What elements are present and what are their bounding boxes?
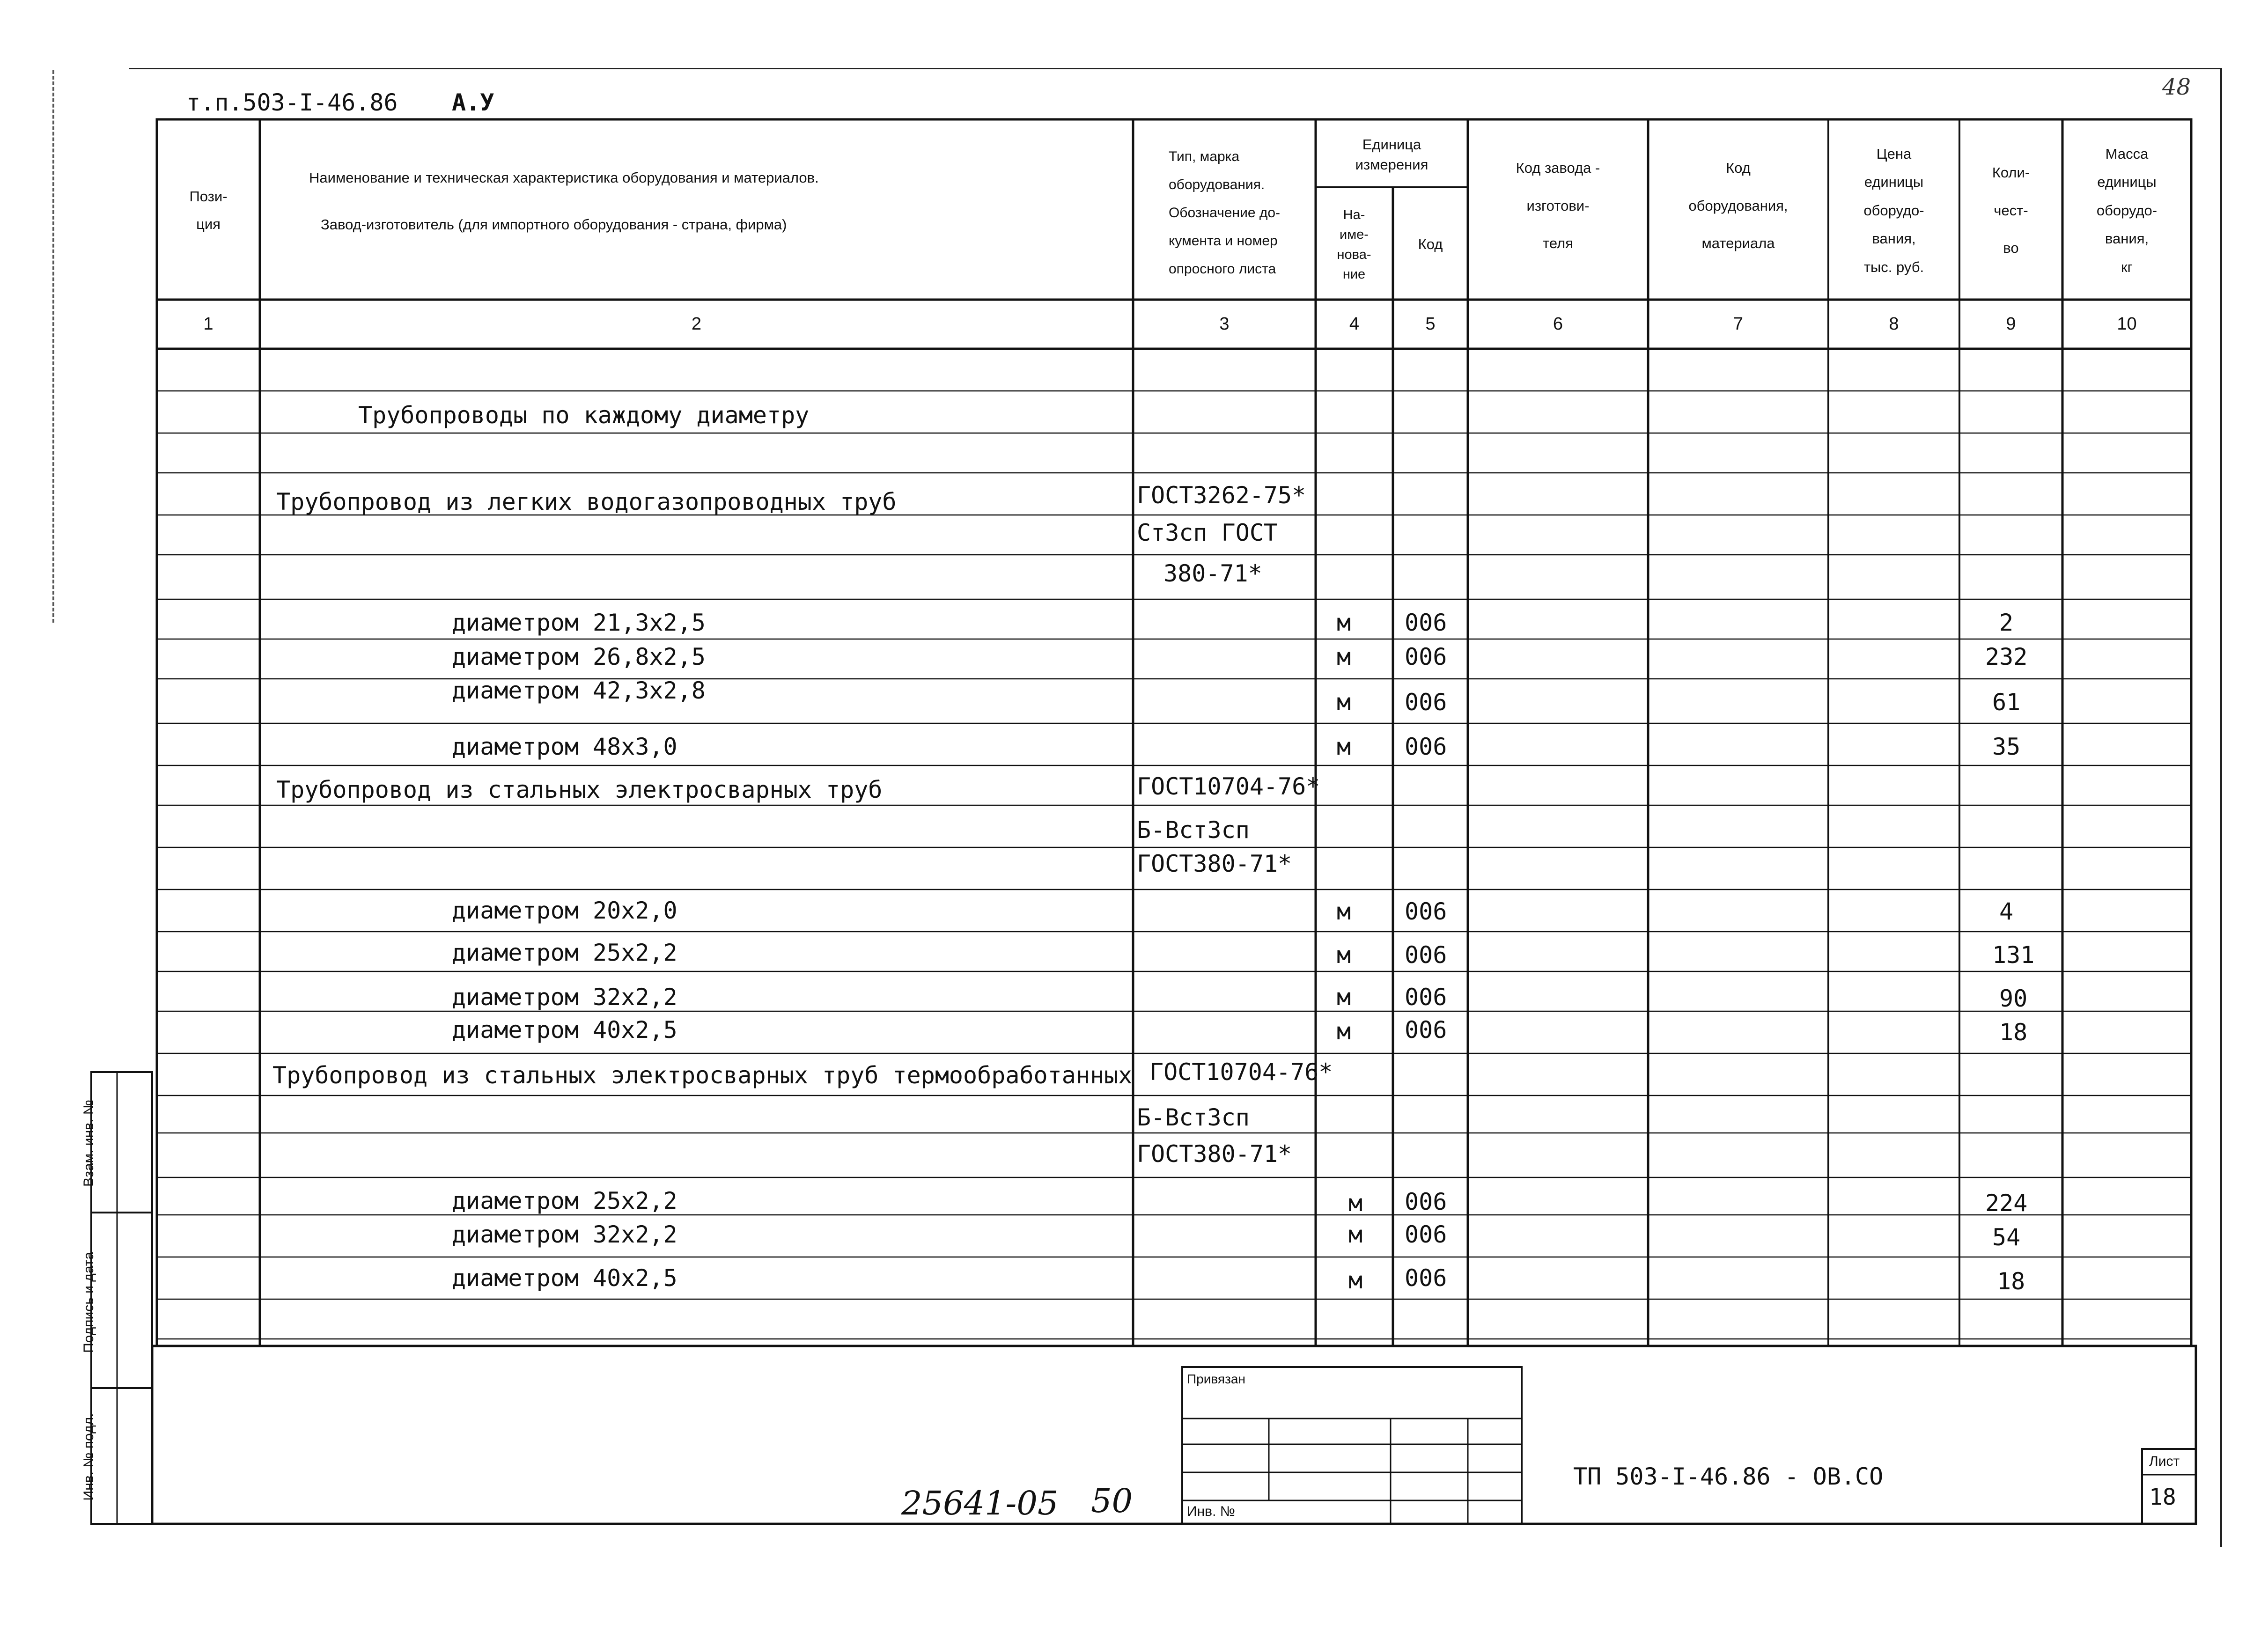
- table-row-qty: 4: [1999, 898, 2014, 925]
- table-row-unit: м: [1337, 984, 1351, 1011]
- table-row-doc: Б-ВстЗсп: [1137, 816, 1250, 844]
- table-row-name: диаметром 48х3,0: [452, 733, 677, 760]
- table-row-name: диаметром 20х2,0: [452, 897, 677, 924]
- handwritten-page: 50: [1091, 1482, 1133, 1520]
- header-mass: Масса единицы оборудо- вания, кг: [2096, 145, 2158, 275]
- header-quantity: Коли- чест- во: [1992, 164, 2030, 257]
- table-row-unit: м: [1348, 1221, 1363, 1248]
- table-row-name: диаметром 42,3х2,8: [452, 677, 706, 704]
- table-row-qty: 61: [1992, 689, 2021, 716]
- header-unit: Единица измерения: [1355, 136, 1429, 173]
- side-stamp-replacement-inv: Взам. инв. №: [81, 1100, 96, 1187]
- stamp-privyazan: Привязан: [1187, 1372, 1245, 1386]
- table-row-unit: м: [1348, 1190, 1363, 1217]
- col-number-3: 3: [1219, 314, 1230, 334]
- col-number-7: 7: [1733, 314, 1744, 334]
- table-row-qty: 131: [1992, 941, 2035, 969]
- sheet-mark: 48: [2162, 74, 2191, 100]
- stamp-inv-no: Инв. №: [1187, 1504, 1235, 1519]
- table-row-code: 006: [1405, 1016, 1447, 1044]
- table-row-name: диаметром 26,8х2,5: [452, 643, 706, 670]
- table-row-unit: м: [1337, 898, 1351, 925]
- table-row-doc: 380-71*: [1163, 560, 1262, 587]
- header-type: Тип, марка оборудования. Обозначение до- кумента и номер опросного листа: [1168, 149, 1281, 277]
- table-row-doc: Б-ВстЗсп: [1137, 1104, 1250, 1131]
- table-row-unit: м: [1337, 733, 1351, 760]
- table-row-heading: Трубопроводы по каждому диаметру: [358, 402, 810, 429]
- table-row-code: 006: [1405, 609, 1447, 636]
- header-name-line1: Наименование и техническая характеристика оборудования и материалов.: [309, 169, 819, 186]
- table-row-name: диаметром 40х2,5: [452, 1016, 677, 1044]
- project-code: т.п.503-I-46.86: [186, 89, 398, 116]
- col-number-4: 4: [1349, 314, 1360, 334]
- header-unit-code: Код: [1418, 236, 1443, 253]
- section-code: А.У: [452, 89, 494, 116]
- table-row-unit: м: [1337, 609, 1351, 636]
- table-row-code: 006: [1405, 1188, 1447, 1215]
- sheet-number: 18: [2149, 1484, 2176, 1510]
- table-row-unit: м: [1337, 643, 1351, 670]
- table-row-doc: Ст3сп ГОСТ: [1137, 519, 1278, 546]
- table-row-code: 006: [1405, 941, 1447, 969]
- table-row-qty: 35: [1992, 733, 2021, 760]
- table-row-name: диаметром 25х2,2: [452, 1187, 677, 1214]
- col-number-10: 10: [2117, 314, 2137, 334]
- table-row-name: Трубопровод из стальных электросварных труб: [276, 776, 883, 803]
- table-row-doc: ГОСТ10704-76*: [1149, 1059, 1333, 1086]
- table-row-name: Трубопровод из легких водогазопроводных труб: [276, 488, 897, 515]
- table-row-code: 006: [1405, 984, 1447, 1011]
- col-number-5: 5: [1425, 314, 1436, 334]
- header-price: Цена единицы оборудо- вания, тыс. руб.: [1863, 145, 1924, 275]
- table-row-code: 006: [1405, 1221, 1447, 1248]
- table-row-name: диаметром 21,3х2,5: [452, 609, 706, 636]
- table-row-name: диаметром 40х2,5: [452, 1264, 677, 1292]
- col-number-8: 8: [1889, 314, 1899, 334]
- header-unit-name: На- име- нова- ние: [1337, 207, 1371, 282]
- document-code: ТП 503-I-46.86 - ОВ.СО: [1573, 1463, 1884, 1490]
- header-plant-code: Код завода - изготови- теля: [1516, 160, 1600, 252]
- table-row-doc: ГОСТ3262-75*: [1137, 482, 1306, 509]
- table-row-qty: 18: [1997, 1268, 2025, 1295]
- table-row-name: диаметром 25х2,2: [452, 939, 677, 966]
- header-position: Пози- ция: [189, 188, 228, 232]
- header-name-line2: Завод-изготовитель (для импортного оборудования - страна, фирма): [321, 216, 787, 233]
- table-row-code: 006: [1405, 689, 1447, 716]
- table-row-doc: ГОСТ10704-76*: [1137, 773, 1320, 800]
- table-row-doc: ГОСТ380-71*: [1137, 1140, 1292, 1168]
- col-number-6: 6: [1553, 314, 1563, 334]
- table-row-code: 006: [1405, 643, 1447, 670]
- table-row-unit: м: [1337, 689, 1351, 716]
- table-row-code: 006: [1405, 733, 1447, 760]
- sheet-label: Лист: [2149, 1454, 2180, 1469]
- table-row-unit: м: [1348, 1267, 1363, 1294]
- table-row-unit: м: [1337, 941, 1351, 969]
- table-row-qty: 54: [1992, 1224, 2021, 1251]
- table-row-code: 006: [1405, 898, 1447, 925]
- table-row-qty: 90: [1999, 985, 2028, 1012]
- table-row-qty: 2: [1999, 609, 2014, 636]
- table-row-name: диаметром 32х2,2: [452, 984, 677, 1011]
- side-stamp-signature-date: Подпись и дата: [81, 1252, 96, 1353]
- header-equipment-code: Код оборудования, материала: [1688, 160, 1788, 252]
- handwritten-number: 25641-05: [901, 1484, 1059, 1522]
- col-number-9: 9: [2006, 314, 2016, 334]
- table-row-qty: 232: [1985, 643, 2028, 670]
- col-number-2: 2: [691, 314, 702, 334]
- table-row-qty: 18: [1999, 1019, 2028, 1046]
- side-stamp-original-inv: Инв. № подл.: [81, 1413, 96, 1501]
- table-row-doc: ГОСТ380-71*: [1137, 850, 1292, 877]
- table-row-qty: 224: [1985, 1190, 2028, 1217]
- col-number-1: 1: [203, 314, 214, 334]
- table-row-name: диаметром 32х2,2: [452, 1221, 677, 1248]
- table-row-code: 006: [1405, 1264, 1447, 1292]
- table-row-name: Трубопровод из стальных электросварных труб термообработанных: [272, 1062, 1133, 1089]
- table-row-unit: м: [1337, 1018, 1351, 1045]
